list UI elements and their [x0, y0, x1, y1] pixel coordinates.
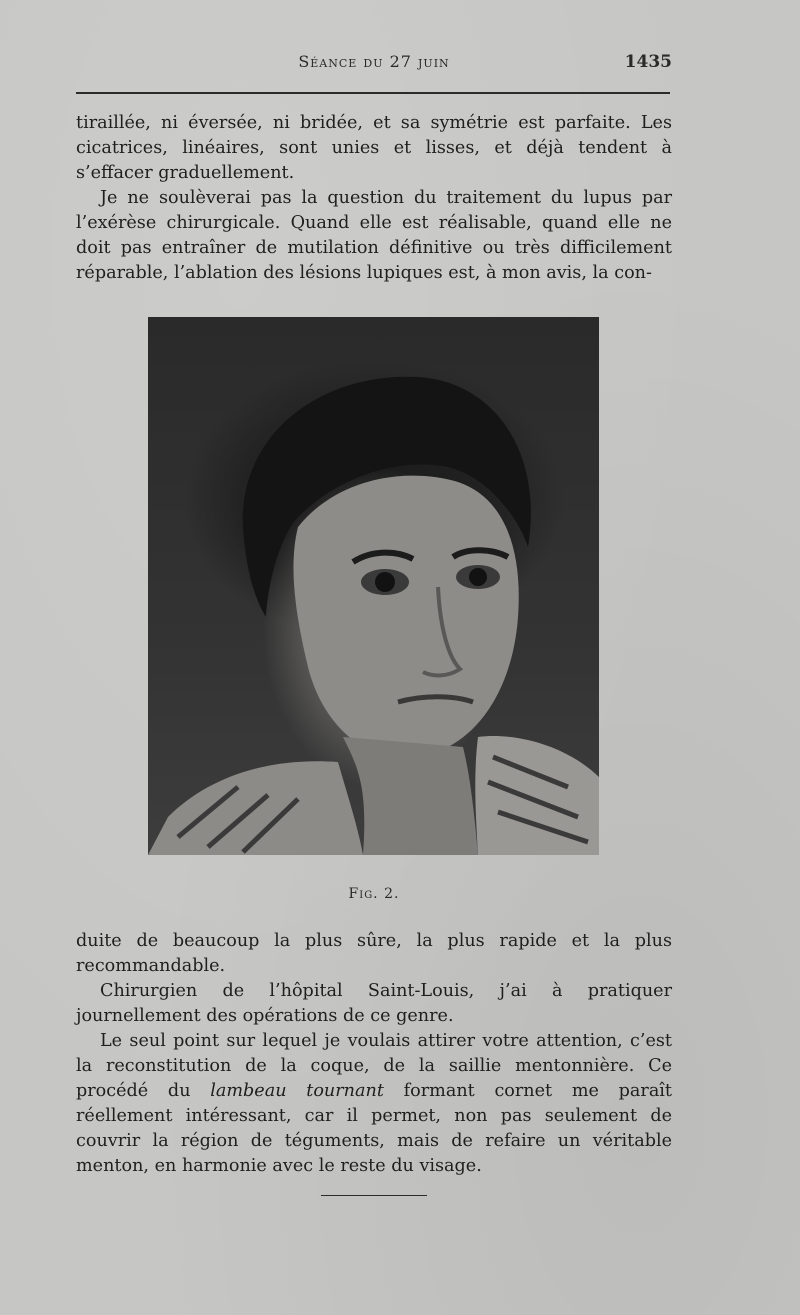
- paragraph-text: formant cornet me paraît réellement intéressant, car il permet, non pas seulement de couvrir la région de téguments, mais de refaire un véritable menton, en harmonie avec le reste du visage.: [76, 1081, 673, 1176]
- portrait-photograph: [148, 317, 599, 855]
- text-block-bottom: [76, 929, 672, 1179]
- paragraph-text: Le seul point sur lequel je voulais attirer votre attention, c’est la reconstitution de la coque, de la saillie mentonnière. Ce procédé du: [76, 1031, 672, 1101]
- running-head: [76, 52, 672, 76]
- portrait-illustration: [148, 317, 599, 855]
- italic-term: lambeau tournant: [210, 1081, 384, 1101]
- paragraph: [76, 1029, 672, 1179]
- paragraph: duite de beaucoup la plus sûre, la plus rapide et la plus recommandable.: [76, 931, 672, 976]
- text-block-top: [76, 111, 672, 286]
- paragraph: Chirurgien de l’hôpital Saint-Louis, j’ai à pratiquer journellement des opérations de ce genre.: [76, 981, 672, 1026]
- header-rule: [76, 92, 670, 94]
- paragraph: Je ne soulèverai pas la question du traitement du lupus par l’exérèse chirurgicale. Quand elle est réalisable, quand elle ne doit pas entraîner de mutilation définitive ou très difficilement réparable, l’ablation des lésions lupiques est, à mon avis, la con-: [76, 188, 672, 283]
- end-rule: [321, 1195, 427, 1196]
- paragraph: tiraillée, ni éversée, ni bridée, et sa symétrie est parfaite. Les cicatrices, linéaires, sont unies et lisses, et déjà tendent à s’effacer graduellement.: [76, 113, 672, 183]
- page-number: 1435: [624, 52, 672, 72]
- figure-caption: Fig. 2.: [348, 886, 400, 902]
- running-title: Séance du 27 juin: [298, 52, 450, 71]
